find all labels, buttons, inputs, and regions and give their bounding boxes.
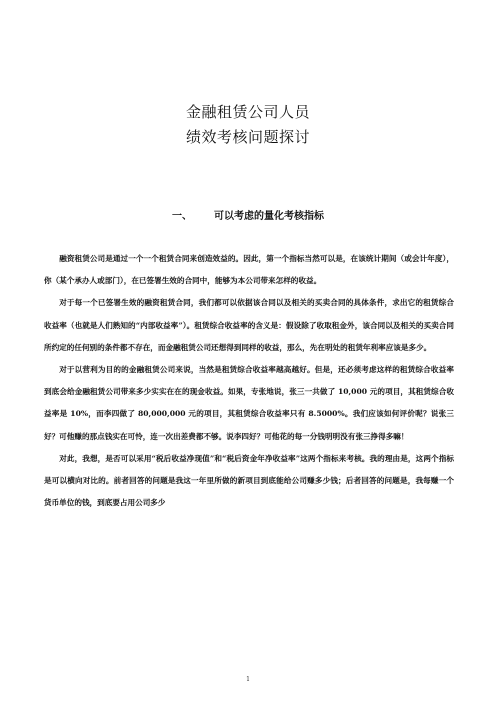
paragraph-4: 对此，我想，是否可以采用“税后收益净现值”和“税后资金年净收益率”这两个指标来考核。我的理由是，这两个指标是可以横向对比的。前者回答的问题是我这一年里所做的新项目到底能给公司赚多少钱；后者回答的问题是，我每赚一个货币单位的钱，到底要占用公司多少 (44, 453, 454, 508)
section-heading-text: 可以考虑的量化考核指标 (214, 211, 324, 222)
document-title-line-1: 金融租赁公司人员 (185, 103, 310, 121)
document-title-line-2: 绩效考核问题探讨 (185, 128, 310, 146)
paragraph-1: 融资租赁公司是通过一个一个租赁合同来创造效益的。因此，第一个指标当然可以是，在该统计期间（或会计年度），你（某个承办人或部门），在已签署生效的合同中，能够为本公司带来怎样的收益。 (44, 254, 454, 286)
section-heading (0, 207, 496, 222)
body-text (44, 248, 454, 514)
section-number: 一、 (172, 211, 192, 222)
paragraph-3: 对于以营利为目的的金融租赁公司来说，当然是租赁综合收益率越高越好。但是，还必须考虑这样的租赁综合收益率到底会给金融租赁公司带来多少实实在在的现金收益。如果，专张地说，张三一共做了 10,000 元的项目，其租赁综合收益率是 10%，而李四做了 80,000,000 元的项目，其租赁综合收益率只有 8.5000%。我们应该如何评价呢？说张三好？可他赚的那点钱实在可怜，连一次出差费都不够。说李四好？可他花的每一分钱明明没有张三挣得多嘛！ (44, 365, 454, 441)
page-number: 1 (246, 676, 250, 683)
paragraph-2: 对于每一个已签署生效的融资租赁合同，我们都可以依据该合同以及相关的买卖合同的具体条件，求出它的租赁综合收益率（也就是人们熟知的“内部收益率”）。租赁综合收益率的含义是：假设除了收取租金外，该合同以及相关的买卖合同所约定的任何别的条件都不存在，而金融租赁公司还想得到同样的收益，那么，先在明处的租赁年利率应该是多少。 (44, 298, 454, 352)
